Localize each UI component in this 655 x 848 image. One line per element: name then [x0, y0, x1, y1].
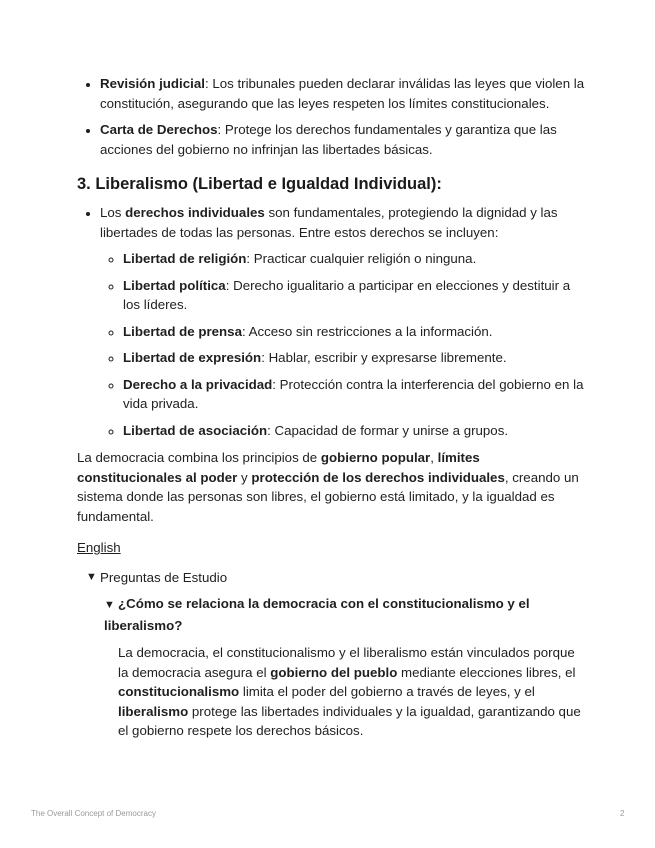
right-text: : Hablar, escribir y expresarse libremente. [261, 350, 507, 365]
answer-bold: constitucionalismo [118, 684, 240, 699]
study-questions-toggle [86, 568, 587, 741]
liberalism-bullets [77, 203, 587, 440]
right-item-privacy [123, 375, 587, 414]
footer-title: The Overall Concept of Democracy [31, 809, 156, 818]
right-text: : Capacidad de formar y unirse a grupos. [267, 422, 509, 438]
question-text: ¿Cómo se relaciona la democracia con el constitucionalismo y el liberalismo? [104, 596, 530, 633]
study-toggle-body [104, 594, 587, 741]
section-heading-liberalism: 3. Liberalismo (Libertad e Igualdad Individual): [77, 175, 442, 193]
summary-bold: protección de los derechos individuales [251, 469, 505, 485]
right-term: Libertad política [123, 277, 226, 293]
right-item-political [123, 276, 587, 315]
right-term: Libertad de religión [123, 251, 247, 266]
summary-bold: gobierno popular [320, 450, 431, 465]
summary-text: , [430, 450, 438, 465]
right-term: Libertad de expresión [123, 350, 262, 365]
bullet-text: : Los tribunales pueden declarar inválidas las leyes que violen la constitución, asegurando que las leyes respeten los límites constitucionales. [100, 76, 585, 111]
right-item-expression [123, 348, 587, 368]
right-text: : Derecho igualitario a participar en elecciones y destituir a los líderes. [123, 277, 571, 312]
study-toggle-header[interactable] [86, 568, 587, 588]
answer-text: mediante elecciones libres, el [397, 664, 576, 680]
answer-text: La democracia, el constitucionalismo y el liberalismo están vinculados porque la democracia asegura el [118, 645, 575, 680]
right-term: Derecho a la privacidad [123, 376, 273, 392]
english-link[interactable]: English [77, 540, 121, 555]
answer-bold: gobierno del pueblo [270, 664, 398, 680]
rights-list [100, 249, 587, 440]
summary-text: y [237, 469, 252, 485]
right-item-association [123, 421, 587, 441]
right-text: : Acceso sin restricciones a la información. [241, 323, 493, 339]
right-text: : Practicar cualquier religión o ninguna. [246, 251, 477, 266]
bullet-text: : Protege los derechos fundamentales y garantiza que las acciones del gobierno no infrinjan las libertades básicas. [100, 122, 557, 157]
summary-paragraph [77, 448, 587, 526]
intro-suffix: son fundamentales, protegiendo la dignidad y las libertades de todas las personas. Entre estos derechos se incluyen: [100, 205, 558, 240]
answer-text: limita el poder del gobierno a través de leyes, y el [239, 684, 535, 699]
intro-term: derechos individuales [125, 205, 265, 220]
summary-text: La democracia combina los principios de [77, 450, 321, 465]
answer-paragraph [118, 643, 587, 741]
bullet-individual-rights [100, 203, 587, 440]
summary-bold: límites constitucionales al poder [77, 450, 480, 485]
right-item-press [123, 322, 587, 342]
intro-prefix: Los [100, 205, 126, 220]
bullet-term: Carta de Derechos [100, 122, 218, 137]
triangle-down-icon[interactable]: ▼ [104, 599, 115, 611]
triangle-down-icon[interactable]: ▼ [86, 570, 97, 583]
summary-text: , creando un sistema donde las personas son libres, el gobierno está limitado, y la igualdad es fundamental. [77, 469, 579, 524]
bullet-term: Revisión judicial [100, 76, 205, 91]
study-toggle-label: Preguntas de Estudio [100, 569, 228, 585]
answer-text: protege las libertades individuales y la igualdad, garantizando que el gobierno respete los derechos básicos. [118, 703, 581, 738]
bullet-judicial-review [100, 74, 587, 113]
right-text: : Protección contra la interferencia del gobierno en la vida privada. [123, 376, 584, 411]
constitutional-bullets [77, 74, 587, 159]
answer-bold: liberalismo [118, 703, 189, 719]
footer-page-number: 2 [620, 809, 625, 818]
right-term: Libertad de prensa [123, 323, 242, 339]
right-item-religion [123, 249, 587, 269]
right-term: Libertad de asociación [123, 422, 268, 438]
question-toggle[interactable] [104, 594, 587, 635]
page-content [77, 74, 587, 741]
bullet-bill-of-rights [100, 120, 587, 159]
